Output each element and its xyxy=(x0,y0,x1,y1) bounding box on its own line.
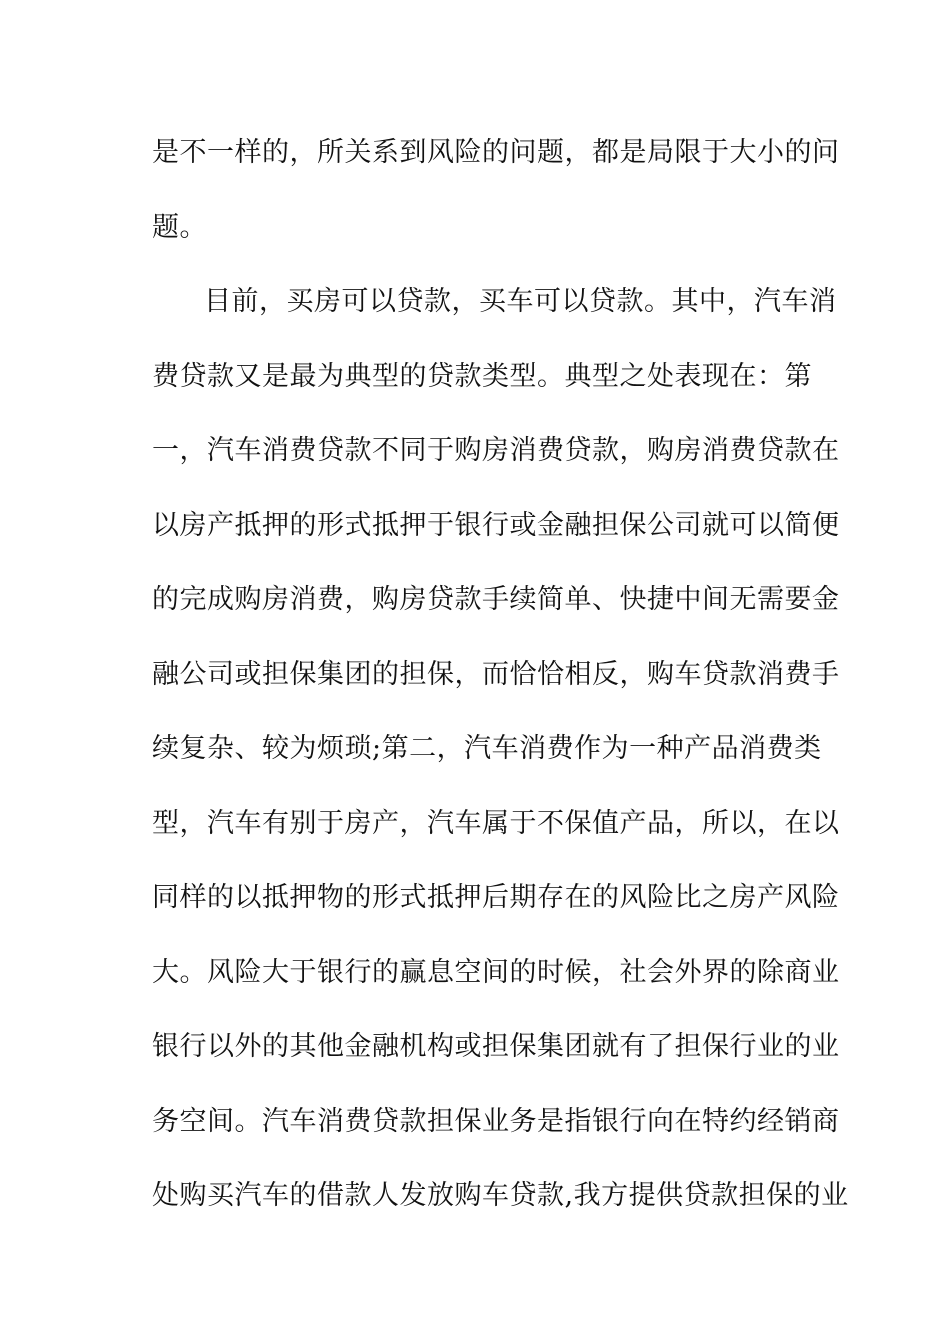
text-line: 费贷款又是最为典型的贷款类型。典型之处表现在：第 xyxy=(152,360,812,392)
paragraph-start-line: 目前，买房可以贷款，买车可以贷款。其中，汽车消 xyxy=(204,286,837,317)
text-line: 是不一样的，所关系到风险的问题，都是局限于大小的问 xyxy=(152,137,840,168)
body-text xyxy=(152,126,849,1244)
text-line: 型，汽车有别于房产，汽车属于不保值产品，所以，在以 xyxy=(152,807,840,839)
text-line: 同样的以抵押物的形式抵押后期存在的风险比之房产风险 xyxy=(152,882,840,913)
text-line: 续复杂、较为烦琐;第二，汽车消费作为一种产品消费类 xyxy=(152,733,822,764)
text-line: 处购买汽车的借款人发放购车贷款,我方提供贷款担保的业 xyxy=(152,1180,849,1211)
text-line: 融公司或担保集团的担保，而恰恰相反，购车贷款消费手 xyxy=(152,658,840,690)
text-line: 务空间。汽车消费贷款担保业务是指银行向在特约经销商 xyxy=(152,1105,840,1137)
text-line: 大。风险大于银行的赢息空间的时候，社会外界的除商业 xyxy=(152,956,840,988)
text-line: 题。 xyxy=(152,211,207,243)
text-line: 一，汽车消费贷款不同于购房消费贷款，购房消费贷款在 xyxy=(152,435,840,466)
text-line: 以房产抵押的形式抵押于银行或金融担保公司就可以简便 xyxy=(152,509,840,541)
text-line: 银行以外的其他金融机构或担保集团就有了担保行业的业 xyxy=(152,1031,840,1062)
text-line: 的完成购房消费，购房贷款手续简单、快捷中间无需要金 xyxy=(152,584,840,615)
